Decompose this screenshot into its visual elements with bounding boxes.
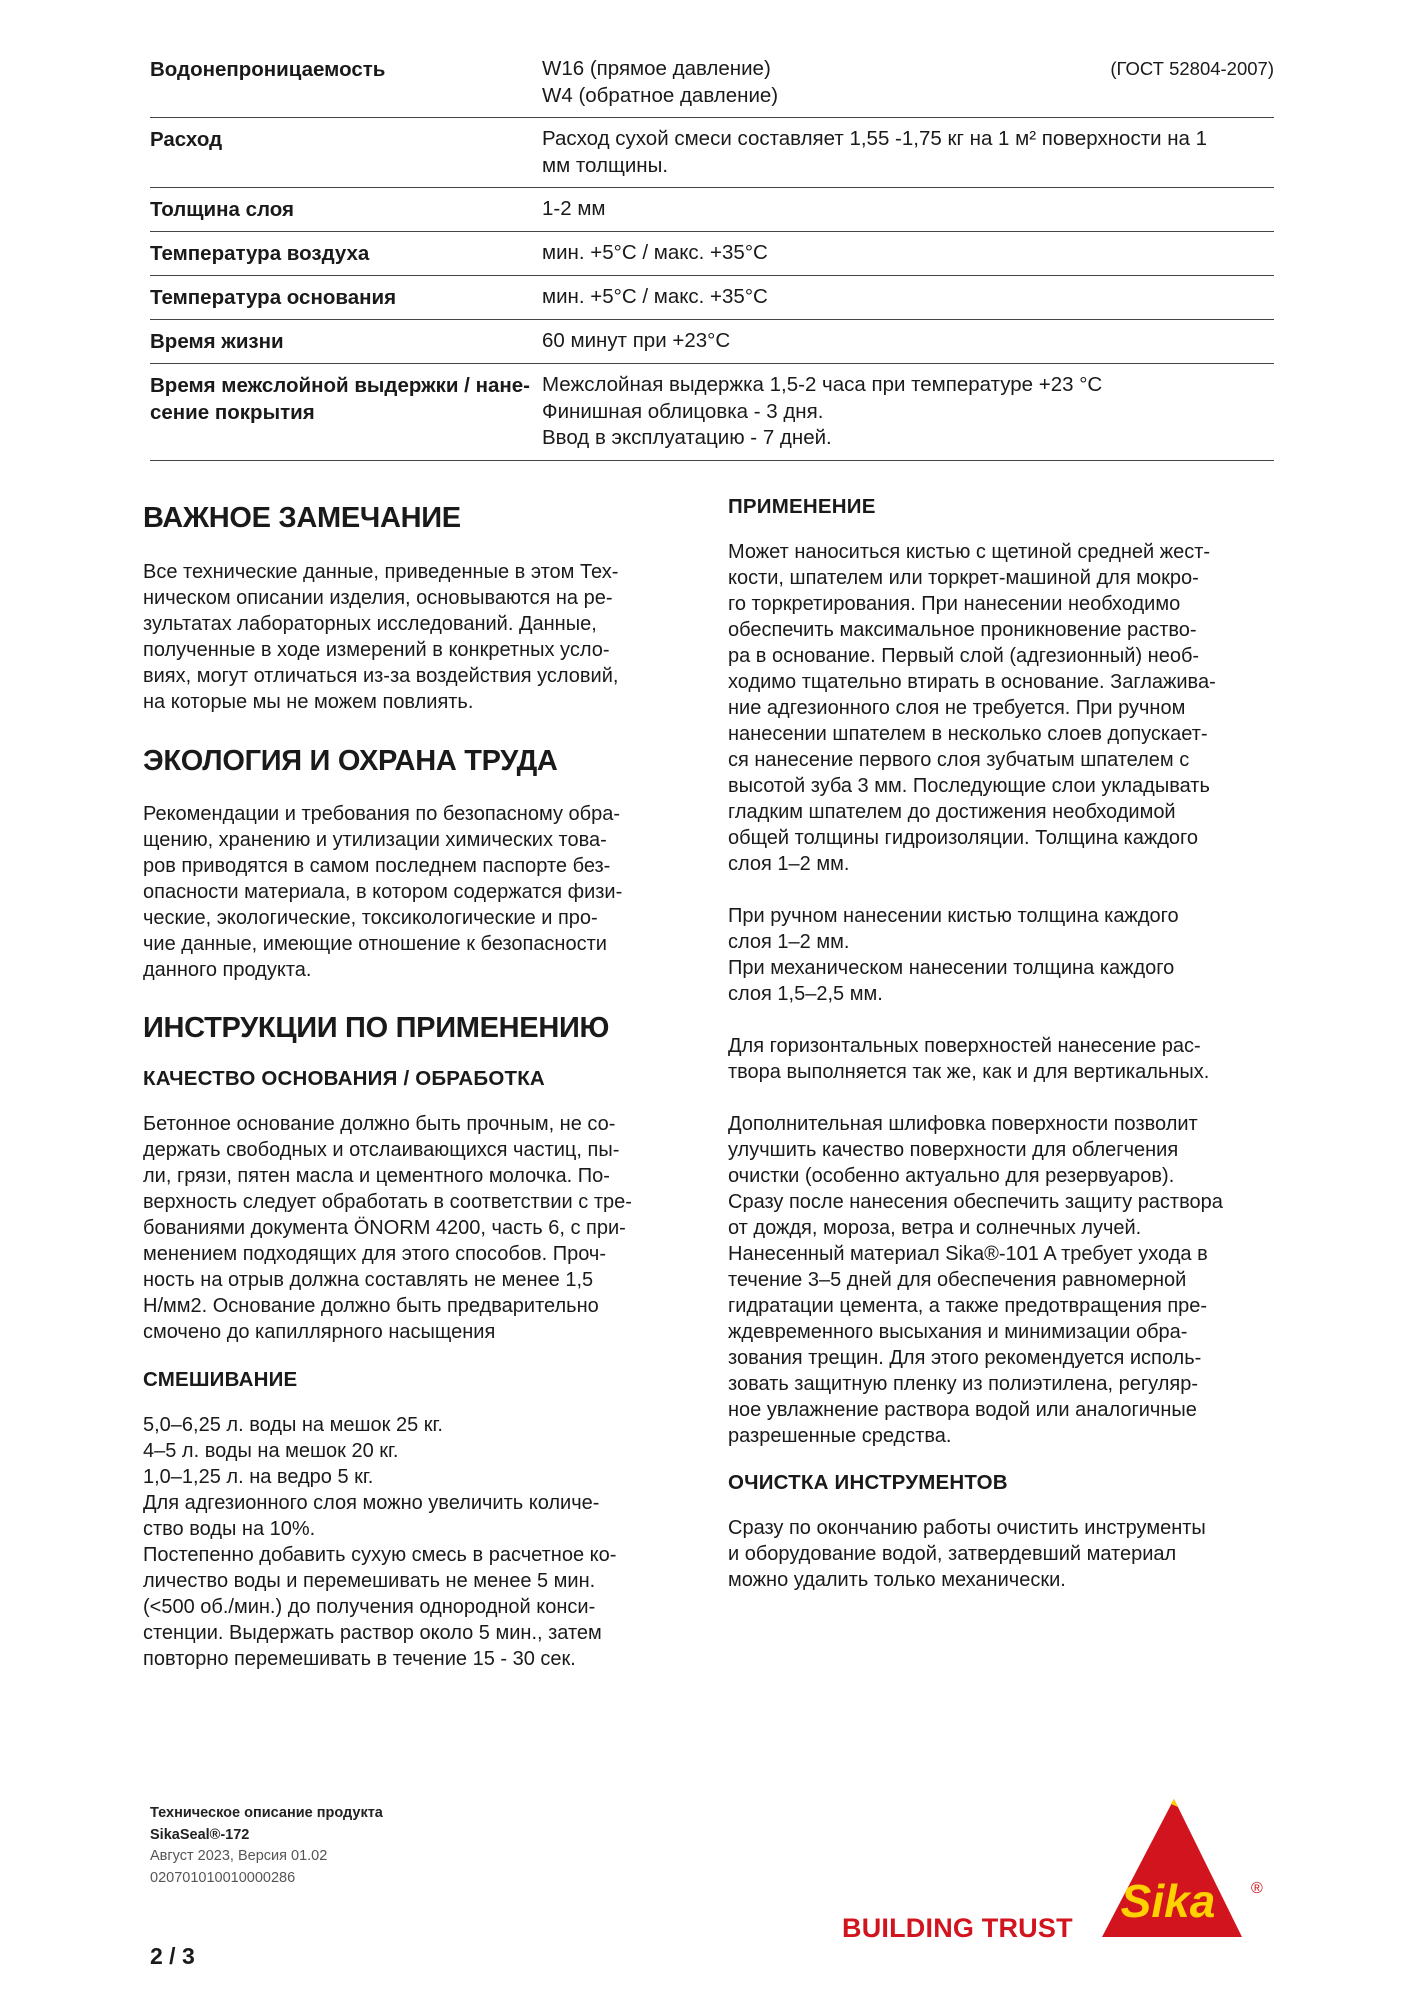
footer-product: SikaSeal®-172 [150, 1826, 250, 1843]
property-name: Толщина слоя [150, 198, 295, 221]
cleaning-text: Сразу по окончанию работы очистить инструменты и оборудование водой, затвердевший материал можно удалить только механически. [728, 1517, 1206, 1591]
ecology-heading: ЭКОЛОГИЯ И ОХРАНА ТРУДА [143, 745, 558, 777]
property-name: Температура воздуха [150, 242, 370, 265]
page-number: 2 / 3 [150, 1943, 195, 1969]
property-value: 1-2 мм [542, 197, 606, 220]
property-value: Расход сухой смеси составляет 1,55 -1,75 кг на 1 м² поверхности на 1 мм толщины. [542, 127, 1208, 177]
instructions-heading: ИНСТРУКЦИИ ПО ПРИМЕНЕНИЮ [143, 1012, 610, 1044]
important-note-text: Все технические данные, приведенные в этом Тех- ническом описании изделия, основываются на ре- зультатах лабораторных исследований. Данные, полученные в ходе измерений в конкретных усло- виях, могут отличаться из-за воздействия условий, на которые мы не можем повлиять. [143, 561, 619, 713]
property-name: Температура основания [150, 286, 397, 309]
property-name: Время жизни [150, 330, 284, 353]
mixing-heading: СМЕШИВАНИЕ [143, 1368, 298, 1391]
properties-table [150, 50, 1274, 461]
cleaning-heading: ОЧИСТКА ИНСТРУМЕНТОВ [728, 1471, 1008, 1494]
ecology-text: Рекомендации и требования по безопасному обра- щению, хранению и утилизации химических това- ров приводятся в самом последнем паспорте без- опасности материала, в котором содержатся физи- ческие, экологические, токсикологические и про- чие данные, имеющие отношение к безопасности данного продукта. [143, 803, 623, 981]
application-text-3: Для горизонтальных поверхностей нанесение рас- твора выполняется так же, как и для вертикальных. [728, 1035, 1210, 1083]
mixing-text: 5,0–6,25 л. воды на мешок 25 кг. 4–5 л. воды на мешок 20 кг. 1,0–1,25 л. на ведро 5 кг. Для адгезионного слоя можно увеличить количе- ство воды на 10%. Постепенно добавить сухую смесь в расчетное ко- личество воды и перемешивать не менее 5 мин. (<500 об./мин.) до получения однородной конси- стенции. Выдержать раствор около 5 мин., затем повторно перемешивать в течение 15 - 30 сек. [143, 1414, 617, 1670]
application-text-2: При ручном нанесении кистью толщина каждого слоя 1–2 мм. При механическом нанесении толщина каждого слоя 1,5–2,5 мм. [728, 905, 1179, 1005]
footer-date-version: Август 2023, Версия 01.02 [150, 1848, 328, 1864]
application-heading: ПРИМЕНЕНИЕ [728, 495, 876, 518]
property-row [150, 276, 1274, 320]
property-value: мин. +5°C / макс. +35°C [542, 285, 768, 308]
logo-text: Sika [1120, 1875, 1216, 1927]
important-note-heading: ВАЖНОЕ ЗАМЕЧАНИЕ [143, 502, 461, 534]
property-value: Межслойная выдержка 1,5-2 часа при температуре +23 °C Финишная облицовка - 3 дня. Ввод в эксплуатацию - 7 дней. [542, 373, 1103, 449]
footer-info [150, 1803, 383, 1889]
substrate-heading: КАЧЕСТВО ОСНОВАНИЯ / ОБРАБОТКА [143, 1067, 545, 1090]
application-text-4: Дополнительная шлифовка поверхности позволит улучшить качество поверхности для облегчения очистки (особенно актуально для резервуаров). Сразу после нанесения обеспечить защиту раствора от дождя, мороза, ветра и солнечных лучей. Нанесенный материал Sika®-101 A требует ухода в течение 3–5 дней для обеспечения равномерной гидратации цемента, а также предотвращения пре- ждевременного высыхания и минимизации обра- зования трещин. Для этого рекомендуется исполь- зовать защитную пленку из полиэтилена, регуляр- ное увлажнение раствора водой или аналогичные разрешенные средства. [728, 1113, 1223, 1447]
property-name: Водонепроницаемость [150, 58, 386, 81]
property-value: 60 минут при +23°C [542, 329, 731, 352]
property-row [150, 364, 1274, 461]
left-column [143, 490, 683, 1672]
property-value: мин. +5°C / макс. +35°C [542, 241, 768, 264]
property-note: (ГОСТ 52804-2007) [1110, 58, 1274, 79]
property-row [150, 232, 1274, 276]
property-row [150, 118, 1274, 188]
property-row [150, 320, 1274, 364]
property-row [150, 188, 1274, 232]
sika-logo-icon [1092, 1797, 1268, 1947]
substrate-text: Бетонное основание должно быть прочным, не со- держать свободных и отслаивающихся частиц, пы- ли, грязи, пятен масла и цементного молочка. По- верхность следует обработать в соответствии с тре- бованиями документа ÖNORM 4200, часть 6, с при- менением подходящих для этого способов. Проч- ность на отрыв должна составлять не менее 1,5 Н/мм2. Основание должно быть предварительно смочено до капиллярного насыщения [143, 1113, 632, 1343]
application-text-1: Может наноситься кистью с щетиной средней жест- кости, шпателем или торкрет-машиной для мокро- го торкретирования. При нанесении необходимо обеспечить максимальное проникновение раство- ра в основание. Первый слой (адгезионный) необ- ходимо тщательно втирать в основание. Заглажива- ние адгезионного слоя не требуется. При ручном нанесении шпателем в несколько слоев допускает- ся нанесение первого слоя зубчатым шпателем с высотой зуба 3 мм. Последующие слои укладывать гладким шпателем до достижения необходимой общей толщины гидроизоляции. Толщина каждого слоя 1–2 мм. [728, 541, 1216, 875]
building-trust-tagline: BUILDING TRUST [842, 1913, 1073, 1943]
property-name: Время межслойной выдержки / нане- сение покрытия [150, 374, 530, 424]
registered-mark: ® [1251, 1880, 1263, 1897]
right-column [728, 490, 1273, 1593]
property-value: W16 (прямое давление) W4 (обратное давление) [542, 57, 779, 107]
property-name: Расход [150, 128, 223, 151]
footer-doc-number: 020701010010000286 [150, 1869, 296, 1886]
footer-doc-type: Техническое описание продукта [150, 1805, 383, 1821]
property-row [150, 50, 1274, 118]
